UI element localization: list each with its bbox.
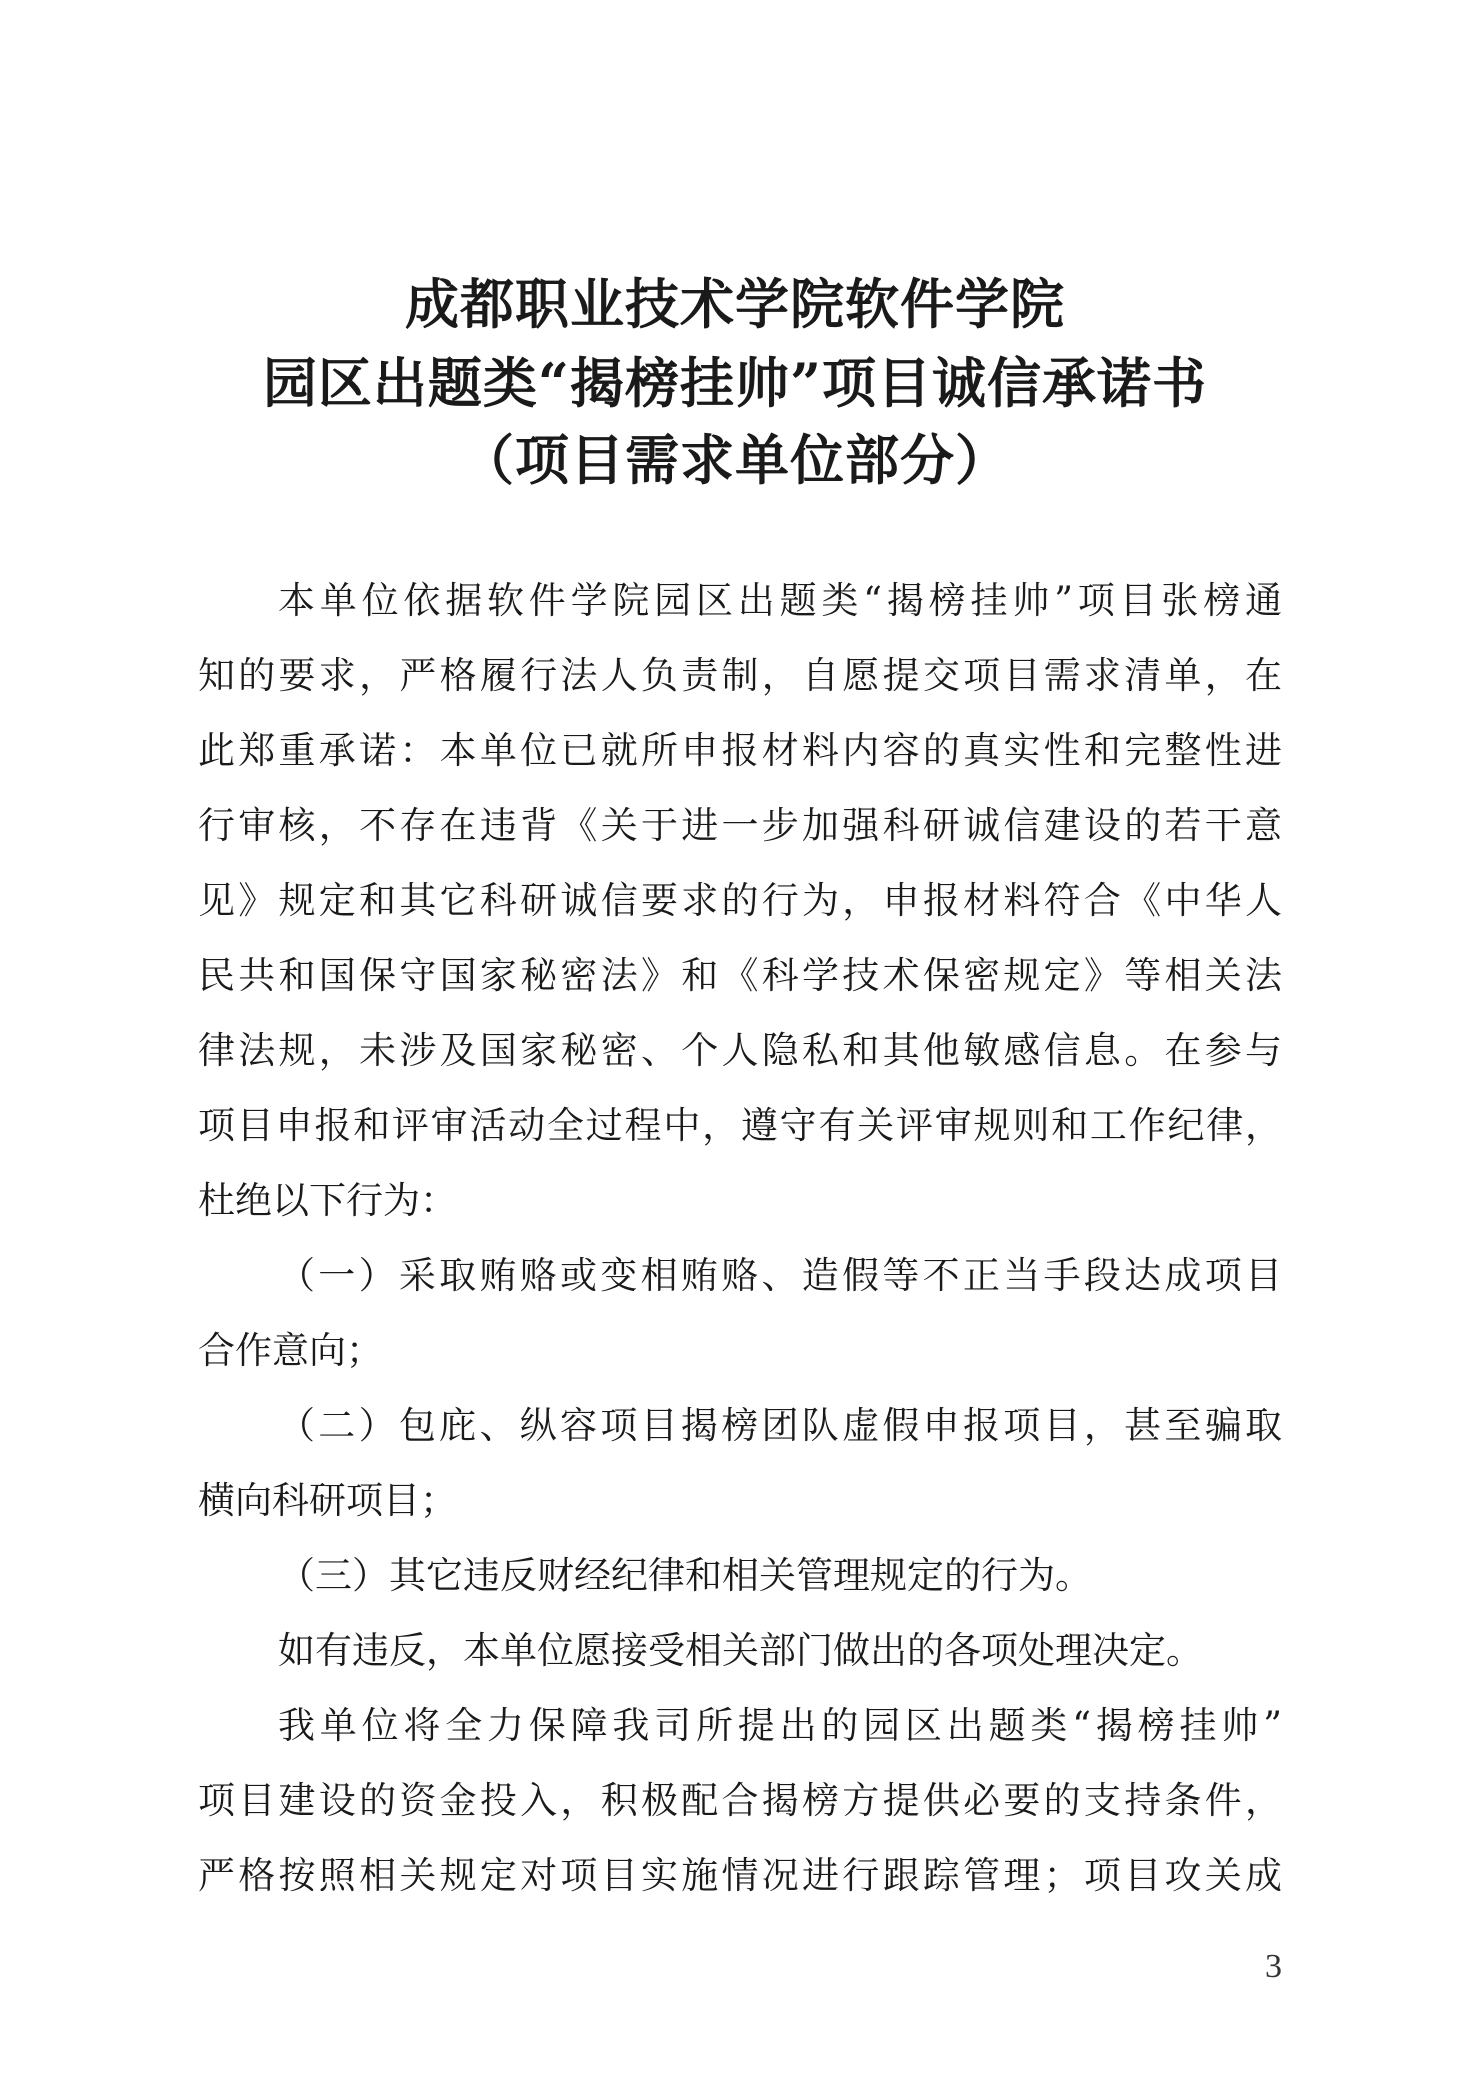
body-line: 项目建设的资金投入，积极配合揭榜方提供必要的支持条件， bbox=[198, 1779, 1282, 1822]
body-line: 我单位将全力保障我司所提出的园区出题类“揭榜挂帅” bbox=[278, 1704, 1282, 1747]
list-item-2: （二）包庇、纵容项目揭榜团队虚假申报项目，甚至骗取 bbox=[278, 1404, 1282, 1447]
body-line: 此郑重承诺：本单位已就所申报材料内容的真实性和完整性进 bbox=[198, 729, 1282, 772]
body-line: 本单位依据软件学院园区出题类“揭榜挂帅”项目张榜通 bbox=[278, 579, 1282, 622]
title-line-1: 成都职业技术学院软件学院 bbox=[405, 272, 1065, 336]
page-number: 3 bbox=[1265, 1948, 1282, 1985]
body-line: 合作意向； bbox=[198, 1329, 383, 1372]
body-line: 见》规定和其它科研诚信要求的行为，申报材料符合《中华人 bbox=[198, 879, 1282, 922]
body-line: 民共和国保守国家秘密法》和《科学技术保密规定》等相关法 bbox=[198, 954, 1282, 997]
body-line: 项目申报和评审活动全过程中，遵守有关评审规则和工作纪律， bbox=[198, 1104, 1282, 1147]
body-line: 杜绝以下行为： bbox=[198, 1179, 457, 1222]
body-line: 行审核，不存在违背《关于进一步加强科研诚信建设的若干意 bbox=[198, 804, 1282, 847]
body-line: 律法规，未涉及国家秘密、个人隐私和其他敏感信息。在参与 bbox=[198, 1029, 1282, 1072]
body-line: 知的要求，严格履行法人负责制，自愿提交项目需求清单，在 bbox=[198, 654, 1282, 697]
title-line-2: 园区出题类“揭榜挂帅”项目诚信承诺书 bbox=[262, 351, 1208, 415]
title-line-3: （项目需求单位部分） bbox=[460, 428, 1010, 492]
body-line: 严格按照相关规定对项目实施情况进行跟踪管理；项目攻关成 bbox=[198, 1854, 1282, 1897]
list-item-1: （一）采取贿赂或变相贿赂、造假等不正当手段达成项目 bbox=[278, 1254, 1282, 1297]
list-item-3: （三）其它违反财经纪律和相关管理规定的行为。 bbox=[278, 1554, 1092, 1597]
body-line: 横向科研项目； bbox=[198, 1479, 457, 1522]
body-line: 如有违反，本单位愿接受相关部门做出的各项处理决定。 bbox=[278, 1629, 1203, 1672]
